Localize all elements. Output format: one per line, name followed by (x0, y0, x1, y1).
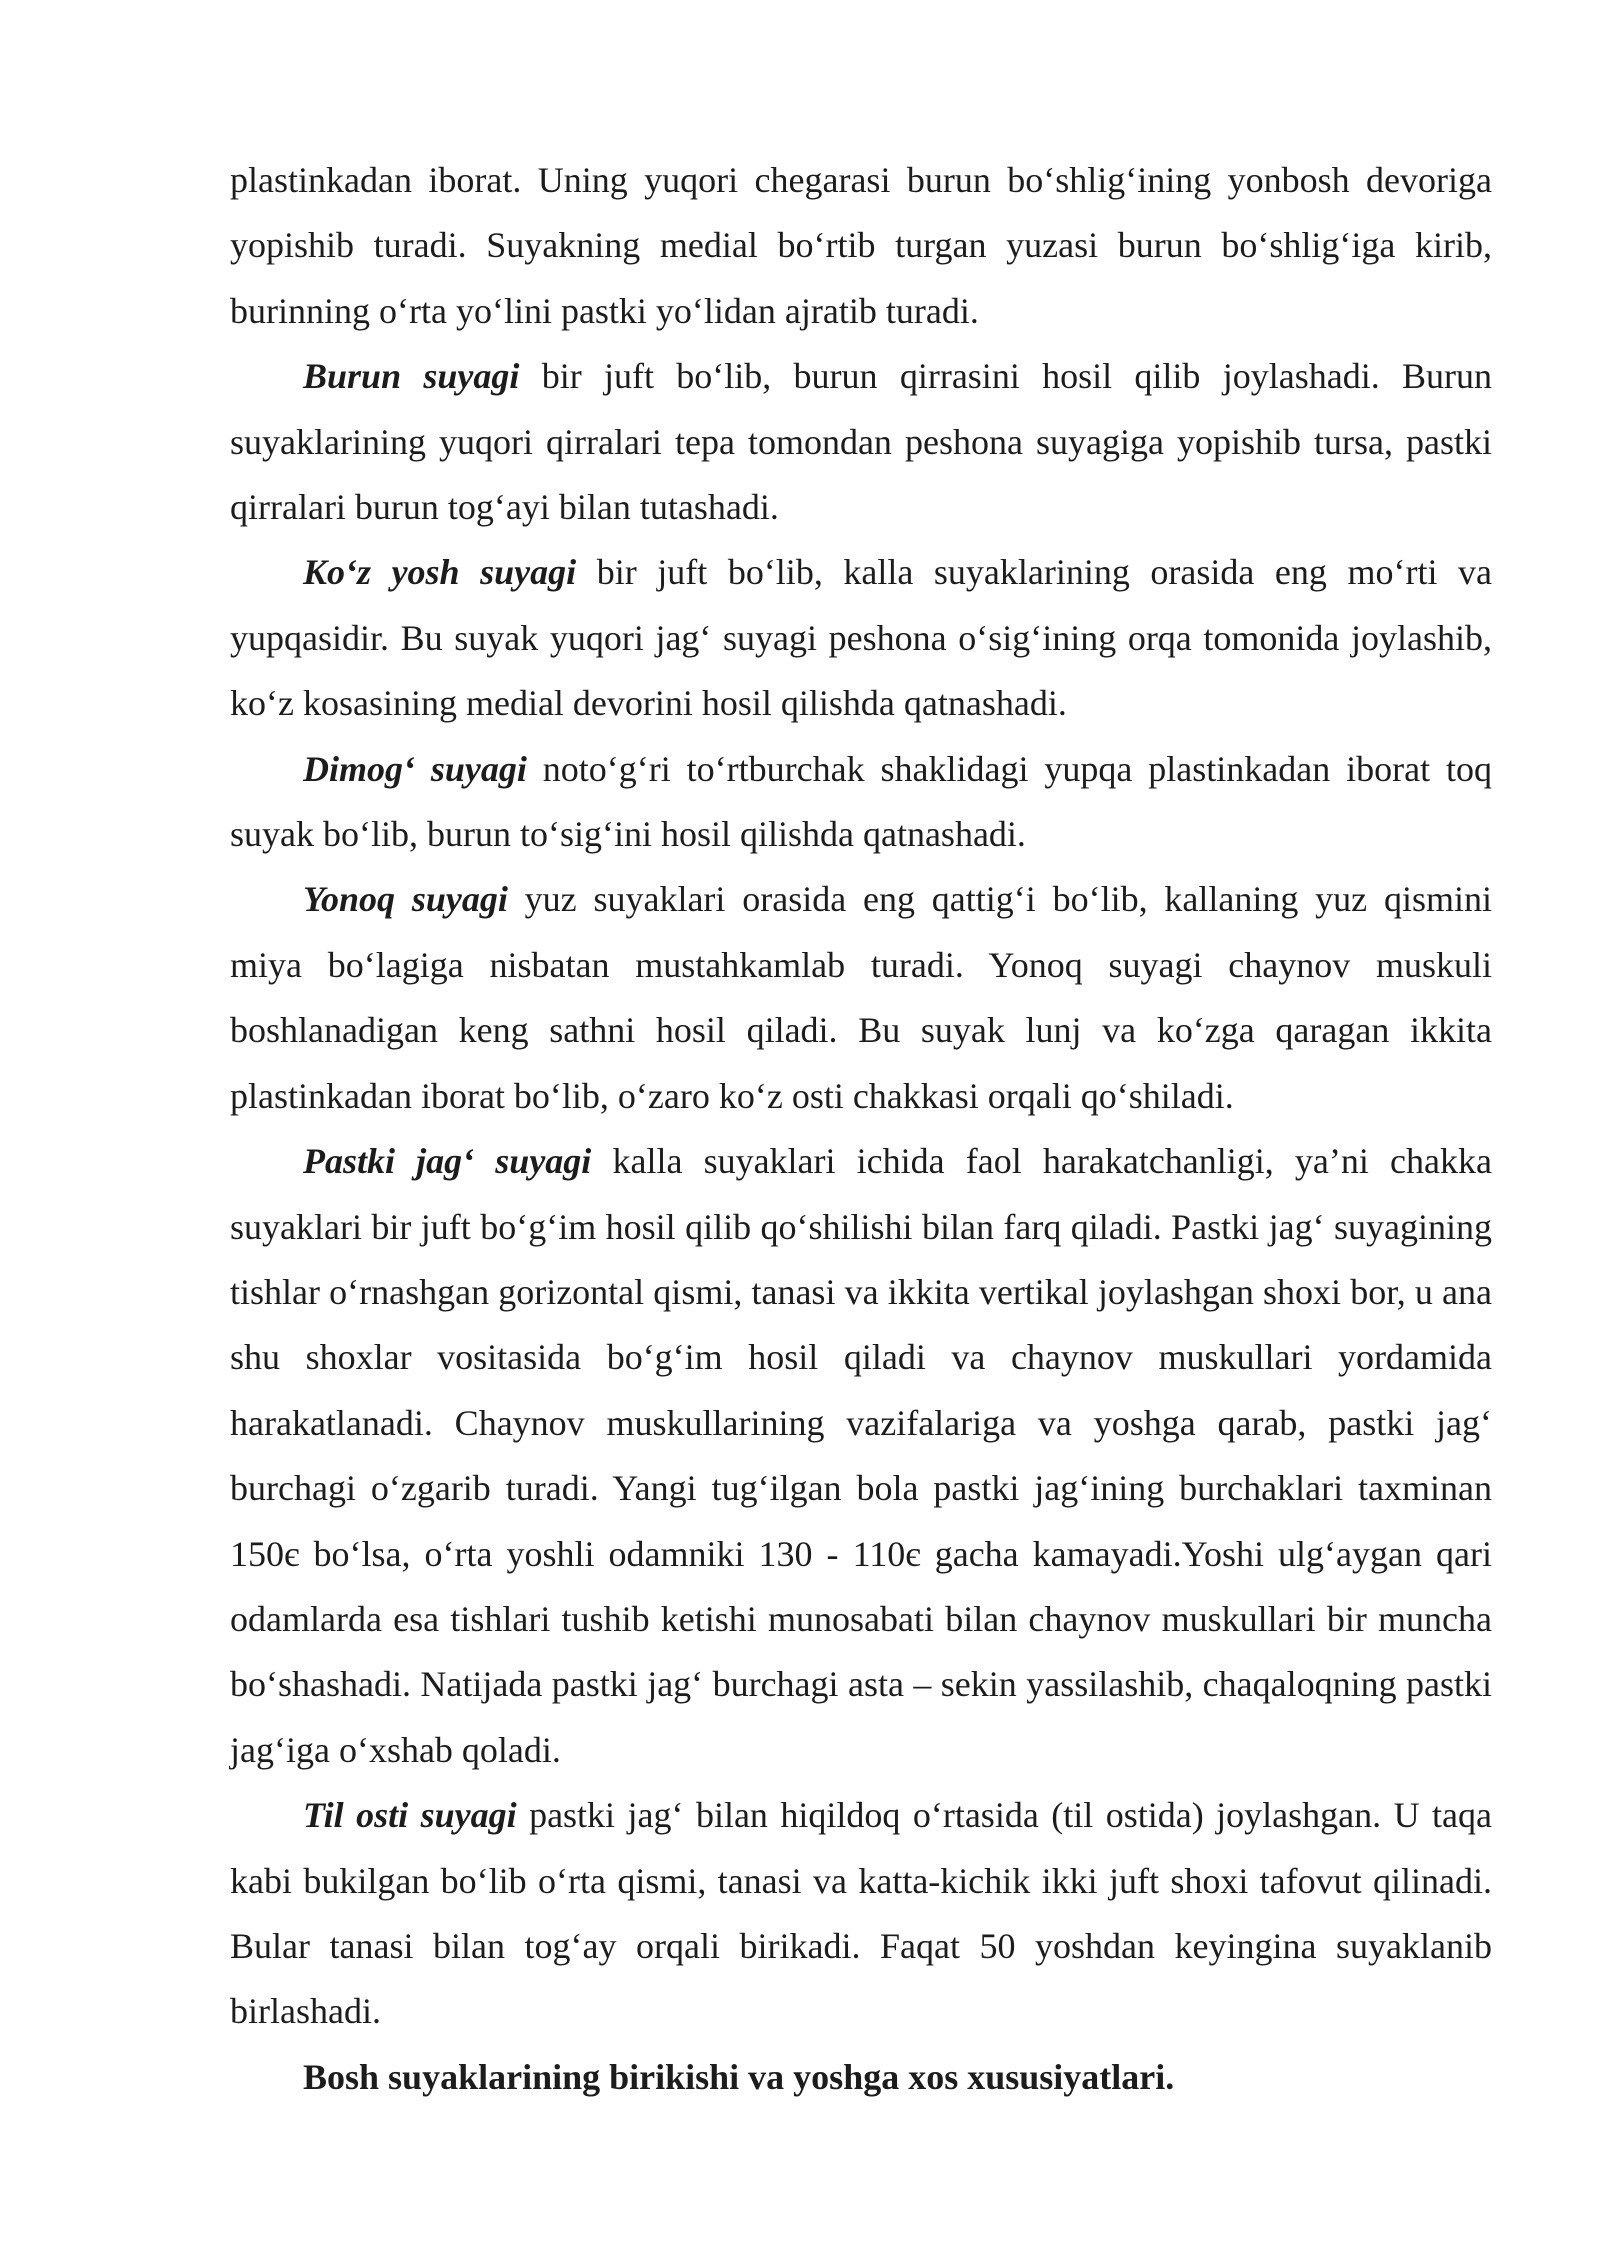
paragraph-yonoq-suyagi (230, 867, 1492, 1129)
paragraph-text: plastinkadan iborat. Uning yuqori chegarasi burun bo‘shlig‘ining yonbosh devoriga yopishib turadi. Suyakning medial bo‘rtib turgan yuzasi burun bo‘shlig‘iga kirib, burinning o‘rta yo‘lini pastki yo‘lidan ajratib turadi. (230, 160, 1492, 331)
paragraph-text: kalla suyaklari ichida faol harakatchanligi, ya’ni chakka suyaklari bir juft bo‘g‘im hosil qilib qo‘shilishi bilan farq qiladi. Pastki jag‘ suyagining tishlar o‘rnashgan gorizontal qismi, tanasi va ikkita vertikal joylashgan shoxi bor, u ana shu shoxlar vositasida bo‘g‘im hosil qiladi va chaynov muskullari yordamida harakatlanadi. Chaynov muskullarining vazifalariga va yoshga qarab, pastki jag‘ burchagi o‘zgarib turadi. Yangi tug‘ilgan bola pastki jag‘ining burchaklari taxminan 150є bo‘lsa, o‘rta yoshli odamniki 130 - 110є gacha kamayadi.Yoshi ulg‘aygan qari odamlarda esa tishlari tushib ketishi munosabati bilan chaynov muskullari bir muncha bo‘shashadi. Natijada pastki jag‘ burchagi asta – sekin yassilashib, chaqaloqning pastki jag‘iga o‘xshab qoladi. (230, 1141, 1492, 1770)
paragraph-intro (230, 148, 1492, 344)
paragraph-pastki-jag-suyagi (230, 1129, 1492, 1783)
paragraph-text: bir juft bo‘lib, kalla suyaklarining orasida eng mo‘rti va yupqasidir. Bu suyak yuqori jag‘ suyagi peshona o‘sig‘ining orqa tomonida joylashib, ko‘z kosasining medial devorini hosil qilishda qatnashadi. (230, 552, 1492, 724)
paragraph-dimog-suyagi (230, 737, 1492, 868)
paragraph-text: noto‘g‘ri to‘rtburchak shaklidagi yupqa plastinkadan iborat toq suyak bo‘lib, burun to‘sig‘ini hosil qilishda qatnashadi. (230, 748, 1492, 855)
term-dimog-suyagi: Dimog‘ suyagi (303, 748, 527, 789)
paragraph-burun-suyagi (230, 344, 1492, 540)
term-burun-suyagi: Burun suyagi (303, 356, 520, 397)
term-yonoq-suyagi: Yonoq suyagi (303, 879, 508, 920)
term-til-osti-suyagi: Til osti suyagi (303, 1795, 517, 1836)
paragraph-text: pastki jag‘ bilan hiqildoq o‘rtasida (til ostida) joylashgan. U taqa kabi bukilgan bo‘lib o‘rta qismi, tanasi va katta-kichik ikki juft shoxi tafovut qilinadi. Bular tanasi bilan tog‘ay orqali birikadi. Faqat 50 yoshdan keyingina suyaklanib birlashadi. (230, 1795, 1492, 2032)
paragraph-text: bir juft bo‘lib, burun qirrasini hosil qilib joylashadi. Burun suyaklarining yuqori qirralari tepa tomondan peshona suyagiga yopishib tursa, pastki qirralari burun tog‘ayi bilan tutashadi. (230, 356, 1492, 528)
paragraph-koz-yosh-suyagi (230, 540, 1492, 736)
document-page (230, 148, 1492, 2110)
paragraph-text: yuz suyaklari orasida eng qattig‘i bo‘lib, kallaning yuz qismini miya bo‘lagiga nisbatan mustahkamlab turadi. Yonoq suyagi chaynov muskuli boshlanadigan keng sathni hosil qiladi. Bu suyak lunj va ko‘zga qaragan ikkita plastinkadan iborat bo‘lib, o‘zaro ko‘z osti chakkasi orqali qo‘shiladi. (230, 879, 1492, 1116)
term-pastki-jag-suyagi: Pastki jag‘ suyagi (303, 1141, 592, 1182)
term-koz-yosh-suyagi: Ko‘z yosh suyagi (303, 552, 577, 593)
section-heading: Bosh suyaklarining birikishi va yoshga xos xususiyatlari. (303, 2056, 1175, 2097)
paragraph-til-osti-suyagi (230, 1783, 1492, 2045)
